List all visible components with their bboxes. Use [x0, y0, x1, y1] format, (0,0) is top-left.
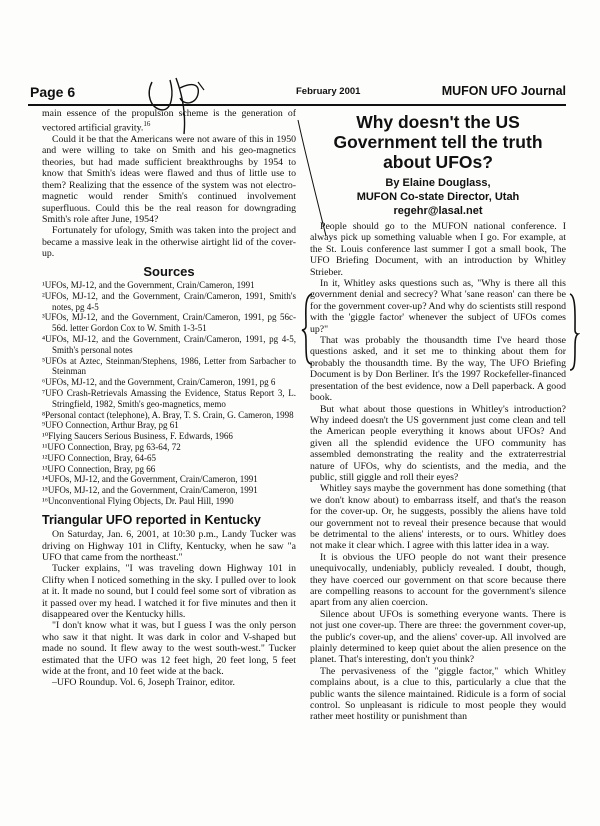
sources-list: [42, 280, 296, 507]
paragraph: Fortunately for ufology, Smith was taken into the project and became a massive leak in the otherwise airtight lid of the cover-up.: [42, 225, 296, 260]
source-item: ⁴UFOs, MJ-12, and the Government, Crain/Cameron, 1991, pg 4-5, Smith's personal notes: [42, 333, 296, 355]
author-role: MUFON Co-state Director, Utah: [356, 191, 520, 203]
source-item: ¹⁶Unconventional Flying Objects, Dr. Paul Hill, 1990: [42, 495, 234, 506]
source-item: ¹UFOs, MJ-12, and the Government, Crain/Cameron, 1991: [42, 279, 255, 290]
kentucky-heading: Triangular UFO reported in Kentucky: [42, 512, 261, 527]
author-byline: [310, 176, 566, 218]
paragraph: "I don't know what it was, but I guess I was the only person who saw it that night. It was dark in color and V-shaped but made no sound. It flew away to the west south-west." Tucker estimated that the UFO was 12 feet high, 20 feet long, 5 feet wide at the front, and 10 feet wide at the back.: [42, 620, 296, 677]
source-item: ¹⁰Flying Saucers Serious Business, F. Edwards, 1966: [42, 431, 233, 442]
paragraph: Could it be that the Americans were not aware of this in 1950 and were willing to take on Smith and his geo-magnetics theories, but had made sufficient breakthroughs by 1954 to know that Smith's ideas were flawed and thus of little use to them? Realizing that the essence of the system was not electro-magnetic would render Smith's continued involvement superfluous. Could this be the real reason for downgrading Smith's role after June, 1954?: [42, 134, 296, 225]
source-item: ⁸Personal contact (telephone), A. Bray, T. S. Crain, G. Cameron, 1998: [42, 409, 294, 420]
issue-date: February 2001: [296, 86, 361, 97]
source-item: ¹⁴UFOs, MJ-12, and the Government, Crain/Cameron, 1991: [42, 474, 258, 485]
sources-heading: Sources: [143, 263, 195, 279]
handwritten-bracket-right-icon: [568, 292, 580, 372]
author-email: regehr@lasal.net: [393, 205, 483, 217]
paragraph: Silence about UFOs is something everyone wants. There is not just one cover-up. There are three: the government cover-up, the public's cover-up, and the aliens' cover-up. All involved are plainly determined to keep quiet about the alien presence on the planet. That's interesting, don't you think?: [310, 608, 566, 666]
article-title: Why doesn't the US Government tell the truth about UFOs?: [333, 112, 543, 172]
source-item: ⁶UFOs, MJ-12, and the Government, Crain/Cameron, 1991, pg 6: [42, 377, 276, 388]
paragraph: main essence of the propulsion scheme is the generation of vectored artificial gravity.$^{16}$: [42, 108, 296, 134]
right-column: [310, 112, 566, 723]
paragraph: But what about those questions in Whitley's introduction? Why indeed doesn't the US government just come clean and tell the American people everything it knows about UFOs? And given all the splendid evidence the UFO community has assembled demonstrating the reality and the extraterrestrial nature of UFOs, why do scientists, and the media, and the public, still giggle and roll their eyes?: [310, 403, 566, 483]
paragraph: Whitley says maybe the government has done something (that we don't know about) to embarrass itself, and that's the reason for the cover-up. Or, he suggests, possibly the aliens have told our government not to reveal their presence because that would be detrimental to the aliens' interests, or to ours. Whitley does not make it clear which. I agree with this latter idea in a way.: [310, 483, 566, 552]
paragraph: The pervasiveness of the "giggle factor," which Whitley complains about, is a clue to this, particularly a clue that the public wants the silence maintained. Ridicule is a form of social control. So unpleasant is ridicule to most people they would rather meet hostility or punishment than: [310, 665, 566, 723]
journal-name: MUFON UFO Journal: [441, 84, 566, 98]
source-item: ¹³UFO Connection, Bray, pg 66: [42, 463, 156, 474]
source-item: ¹⁵UFOs, MJ-12, and the Government, Crain/Cameron, 1991: [42, 485, 258, 496]
author-name: By Elaine Douglass,: [385, 177, 491, 189]
paragraph: People should go to the MUFON national conference. I always pick up something valuable when I go. For example, at the St. Louis conference last summer I got a small book, The UFO Briefing Document, with an introduction by Whitley Strieber.: [310, 221, 566, 278]
page-header: [28, 82, 566, 106]
paragraph: It is obvious the UFO people do not want their presence unequivocally, undeniably, publicly revealed. I doubt, though, they have coerced our government on that score because there are compelling reasons to account for the government's silence apart from any alien coercion.: [310, 551, 566, 609]
source-item: ¹²UFO Connection, Bray, 64-65: [42, 452, 157, 463]
source-item: ⁹UFO Connection, Arthur Bray, pg 61: [42, 420, 179, 431]
paragraph: In it, Whitley asks questions such as, "Why is there all this government denial and secrecy? What 'sane reason' can there be for the government cover-up? And why do scientists still respond with the 'giggle factor' whenever the subject of UFOs comes up?": [310, 278, 566, 335]
article-credit: –UFO Roundup. Vol. 6, Joseph Trainor, editor.: [52, 677, 235, 689]
left-column: [42, 108, 296, 689]
source-item: ⁷UFO Crash-Retrievals Amassing the Evidence, Status Report 3, L. Stringfield, 1982, Smith's geo-magnetics, memo: [42, 387, 296, 409]
paragraph: On Saturday, Jan. 6, 2001, at 10:30 p.m., Landy Tucker was driving on Highway 101 in Clifty, Kentucky, when he saw "a UFO that came from the northeast.": [42, 529, 296, 563]
paragraph: Tucker explains, "I was traveling down Highway 101 in Clifty when I noticed something in the sky. I pulled over to look at it. It made no sound, but I could feel some sort of vibration as it passed over my head. I watched it for five minutes and then it disappeared over the Kentucky hills.: [42, 563, 296, 620]
paragraph: That was probably the thousandth time I've heard those questions asked, and it set me to thinking about them for probably the thousandth time. By the way, The UFO Briefing Document is by Don Berliner. It's the 1997 Rockefeller-financed presentation of the best evidence, now a Dell paperback. A good book.: [310, 335, 566, 404]
source-item: ²UFOs, MJ-12, and the Government, Crain/Cameron, 1991, Smith's notes, pg 4-5: [42, 290, 296, 312]
source-item: ⁵UFOs at Aztec, Steinman/Stephens, 1986, Letter from Sarbacher to Steinman: [42, 355, 296, 377]
source-item: ¹¹UFO Connection, Bray, pg 63-64, 72: [42, 441, 181, 452]
source-item: ³UFOs, MJ-12, and the Government, Crain/Cameron, 1991, pg 56c-56d. letter Gordon Cox to W. Smith 1-3-51: [42, 312, 296, 334]
page-number: Page 6: [30, 84, 76, 100]
